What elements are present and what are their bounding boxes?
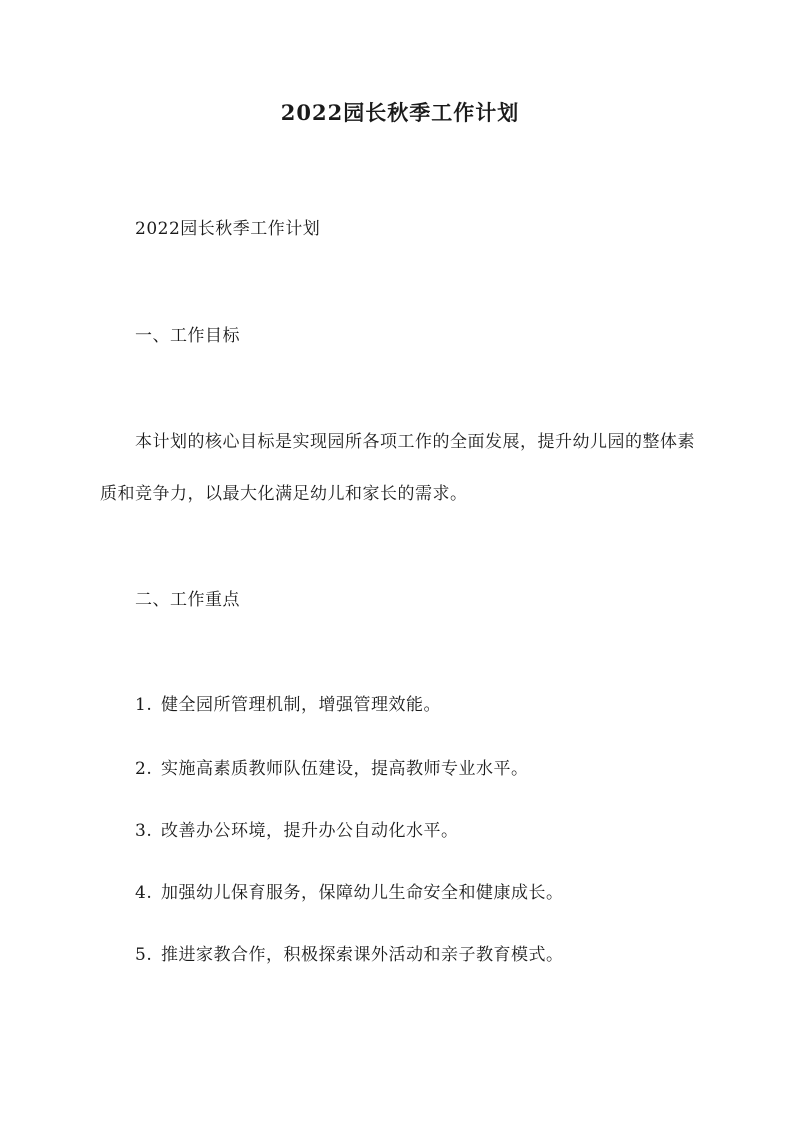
section-heading-focus: 二、工作重点 [135, 590, 240, 610]
list-item-number: 1. [135, 695, 153, 715]
list-item [135, 692, 441, 718]
list-item-text: 健全园所管理机制，增强管理效能。 [161, 695, 441, 715]
list-item-text: 加强幼儿保育服务，保障幼儿生命安全和健康成长。 [161, 883, 564, 903]
document-title: 2022园长秋季工作计划 [280, 100, 520, 125]
list-item-text: 推进家教合作，积极探索课外活动和亲子教育模式。 [161, 945, 564, 965]
list-item-number: 3. [135, 821, 153, 841]
list-item-number: 2. [135, 759, 153, 779]
section-heading-goals: 一、工作目标 [135, 326, 240, 346]
list-item [135, 818, 459, 844]
list-item-text: 实施高素质教师队伍建设，提高教师专业水平。 [161, 759, 529, 779]
list-item [135, 756, 529, 782]
document-subtitle: 2022园长秋季工作计划 [135, 219, 321, 239]
list-item-text: 改善办公环境，提升办公自动化水平。 [161, 821, 459, 841]
section-paragraph-goals: 本计划的核心目标是实现园所各项工作的全面发展，提升幼儿园的整体素质和竞争力，以最大化满足幼儿和家长的需求。 [100, 432, 695, 504]
list-item-number: 5. [135, 945, 153, 965]
list-item [135, 942, 564, 968]
list-item-number: 4. [135, 883, 153, 903]
list-item [135, 880, 564, 906]
